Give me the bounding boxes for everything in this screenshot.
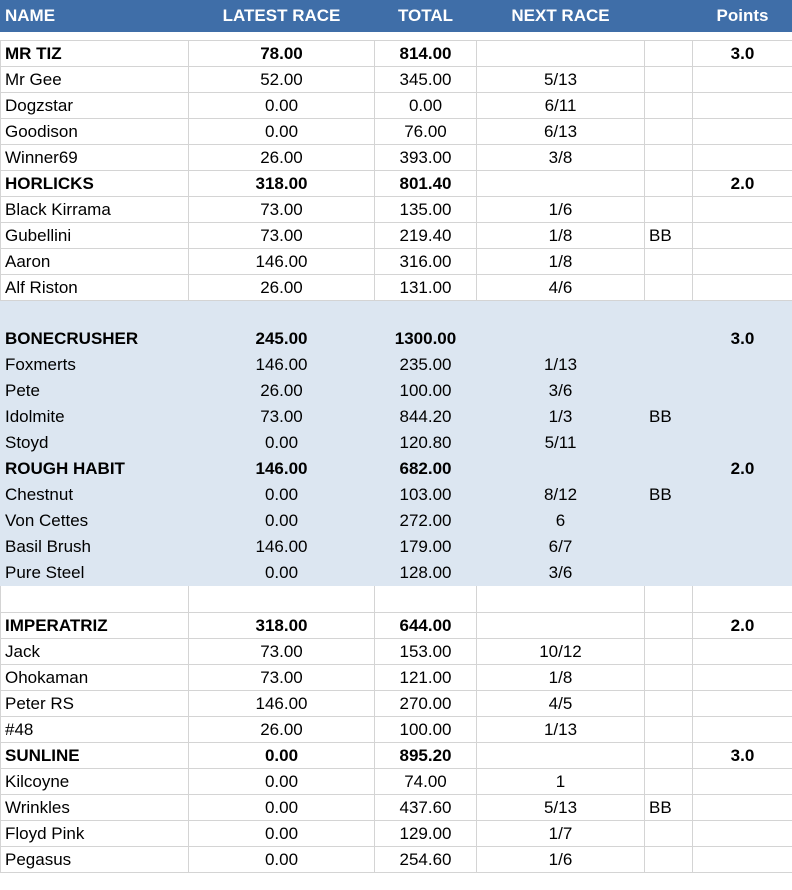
member-name: Kilcoyne — [1, 769, 189, 795]
team-row — [1, 456, 792, 482]
member-points — [693, 249, 792, 275]
member-row — [1, 145, 792, 171]
team-points: 3.0 — [693, 743, 792, 769]
header-latest-race: LATEST RACE — [189, 1, 375, 32]
team-next-race — [477, 456, 645, 482]
member-next-race: 5/13 — [477, 795, 645, 821]
member-next-race: 1/3 — [477, 404, 645, 430]
member-next-race: 10/12 — [477, 639, 645, 665]
member-name: Jack — [1, 639, 189, 665]
member-total: 393.00 — [375, 145, 477, 171]
team-next-race — [477, 171, 645, 197]
member-points — [693, 482, 792, 508]
member-latest-race: 26.00 — [189, 145, 375, 171]
member-next-race: 1/13 — [477, 352, 645, 378]
member-latest-race: 0.00 — [189, 560, 375, 586]
member-row — [1, 508, 792, 534]
member-flag — [645, 352, 693, 378]
member-name: Aaron — [1, 249, 189, 275]
spacer-row — [1, 586, 792, 613]
member-row — [1, 534, 792, 560]
member-row — [1, 223, 792, 249]
member-total: 135.00 — [375, 197, 477, 223]
member-latest-race: 73.00 — [189, 639, 375, 665]
team-flag — [645, 456, 693, 482]
member-points — [693, 795, 792, 821]
member-next-race: 5/11 — [477, 430, 645, 456]
member-latest-race: 146.00 — [189, 691, 375, 717]
member-points — [693, 93, 792, 119]
member-latest-race: 52.00 — [189, 67, 375, 93]
member-name: Floyd Pink — [1, 821, 189, 847]
team-name: ROUGH HABIT — [1, 456, 189, 482]
member-latest-race: 73.00 — [189, 197, 375, 223]
team-flag — [645, 326, 693, 352]
member-row — [1, 119, 792, 145]
member-total: 103.00 — [375, 482, 477, 508]
member-total: 74.00 — [375, 769, 477, 795]
member-row — [1, 665, 792, 691]
member-flag — [645, 847, 693, 873]
member-name: Idolmite — [1, 404, 189, 430]
spacer-cell — [693, 32, 792, 41]
member-next-race: 1/8 — [477, 249, 645, 275]
member-latest-race: 146.00 — [189, 249, 375, 275]
header-flag — [645, 1, 693, 32]
member-total: 129.00 — [375, 821, 477, 847]
member-latest-race: 26.00 — [189, 275, 375, 301]
member-name: Ohokaman — [1, 665, 189, 691]
spacer-cell — [645, 301, 693, 326]
member-name: Stoyd — [1, 430, 189, 456]
member-points — [693, 769, 792, 795]
team-name: HORLICKS — [1, 171, 189, 197]
member-latest-race: 0.00 — [189, 119, 375, 145]
member-points — [693, 821, 792, 847]
member-total: 120.80 — [375, 430, 477, 456]
team-next-race — [477, 743, 645, 769]
member-latest-race: 0.00 — [189, 795, 375, 821]
member-next-race: 6 — [477, 508, 645, 534]
member-next-race: 3/6 — [477, 378, 645, 404]
member-next-race: 3/6 — [477, 560, 645, 586]
member-latest-race: 0.00 — [189, 93, 375, 119]
member-total: 153.00 — [375, 639, 477, 665]
team-total: 682.00 — [375, 456, 477, 482]
member-next-race: 5/13 — [477, 67, 645, 93]
member-points — [693, 404, 792, 430]
member-total: 345.00 — [375, 67, 477, 93]
member-row — [1, 795, 792, 821]
member-name: Dogzstar — [1, 93, 189, 119]
member-latest-race: 0.00 — [189, 430, 375, 456]
member-row — [1, 378, 792, 404]
spacer-cell — [189, 32, 375, 41]
member-next-race: 6/7 — [477, 534, 645, 560]
spacer-cell — [1, 301, 189, 326]
team-name: IMPERATRIZ — [1, 613, 189, 639]
spacer-cell — [645, 586, 693, 613]
member-flag — [645, 534, 693, 560]
team-points: 3.0 — [693, 326, 792, 352]
member-row — [1, 691, 792, 717]
member-row — [1, 93, 792, 119]
member-points — [693, 352, 792, 378]
member-flag — [645, 508, 693, 534]
member-name: Von Cettes — [1, 508, 189, 534]
member-flag — [645, 67, 693, 93]
member-flag — [645, 378, 693, 404]
member-total: 272.00 — [375, 508, 477, 534]
team-next-race — [477, 326, 645, 352]
member-next-race: 1/6 — [477, 197, 645, 223]
team-next-race — [477, 613, 645, 639]
team-flag — [645, 743, 693, 769]
team-total: 801.40 — [375, 171, 477, 197]
member-latest-race: 73.00 — [189, 665, 375, 691]
team-points: 2.0 — [693, 456, 792, 482]
member-flag — [645, 821, 693, 847]
member-latest-race: 0.00 — [189, 482, 375, 508]
member-flag — [645, 145, 693, 171]
member-name: Peter RS — [1, 691, 189, 717]
member-latest-race: 26.00 — [189, 717, 375, 743]
member-latest-race: 73.00 — [189, 404, 375, 430]
member-points — [693, 223, 792, 249]
member-points — [693, 560, 792, 586]
member-points — [693, 197, 792, 223]
member-next-race: 1/6 — [477, 847, 645, 873]
member-name: Black Kirrama — [1, 197, 189, 223]
team-latest-race: 0.00 — [189, 743, 375, 769]
member-row — [1, 821, 792, 847]
member-points — [693, 67, 792, 93]
member-row — [1, 639, 792, 665]
member-latest-race: 73.00 — [189, 223, 375, 249]
member-flag — [645, 197, 693, 223]
member-flag — [645, 249, 693, 275]
team-points: 3.0 — [693, 41, 792, 67]
member-points — [693, 639, 792, 665]
team-row — [1, 613, 792, 639]
member-total: 270.00 — [375, 691, 477, 717]
member-name: Basil Brush — [1, 534, 189, 560]
member-row — [1, 249, 792, 275]
member-next-race: 4/6 — [477, 275, 645, 301]
member-points — [693, 378, 792, 404]
member-points — [693, 534, 792, 560]
team-flag — [645, 41, 693, 67]
member-row — [1, 560, 792, 586]
member-next-race: 1 — [477, 769, 645, 795]
member-row — [1, 352, 792, 378]
spacer-row — [1, 32, 792, 41]
member-total: 844.20 — [375, 404, 477, 430]
team-name: MR TIZ — [1, 41, 189, 67]
member-next-race: 3/8 — [477, 145, 645, 171]
member-latest-race: 146.00 — [189, 352, 375, 378]
member-name: Foxmerts — [1, 352, 189, 378]
member-flag — [645, 639, 693, 665]
member-name: Winner69 — [1, 145, 189, 171]
team-latest-race: 245.00 — [189, 326, 375, 352]
spacer-cell — [375, 586, 477, 613]
team-flag — [645, 171, 693, 197]
member-row — [1, 847, 792, 873]
member-flag — [645, 560, 693, 586]
spacer-cell — [693, 301, 792, 326]
team-row — [1, 743, 792, 769]
member-name: #48 — [1, 717, 189, 743]
member-row — [1, 717, 792, 743]
member-row — [1, 430, 792, 456]
member-points — [693, 665, 792, 691]
member-latest-race: 26.00 — [189, 378, 375, 404]
member-flag: BB — [645, 795, 693, 821]
spacer-cell — [1, 586, 189, 613]
member-total: 179.00 — [375, 534, 477, 560]
member-points — [693, 691, 792, 717]
member-flag: BB — [645, 223, 693, 249]
spacer-cell — [189, 301, 375, 326]
member-next-race: 8/12 — [477, 482, 645, 508]
member-flag — [645, 717, 693, 743]
member-total: 437.60 — [375, 795, 477, 821]
member-flag — [645, 665, 693, 691]
member-latest-race: 0.00 — [189, 508, 375, 534]
spacer-cell — [375, 301, 477, 326]
member-next-race: 4/5 — [477, 691, 645, 717]
member-flag — [645, 93, 693, 119]
member-points — [693, 119, 792, 145]
member-flag: BB — [645, 482, 693, 508]
member-row — [1, 769, 792, 795]
team-latest-race: 146.00 — [189, 456, 375, 482]
member-latest-race: 146.00 — [189, 534, 375, 560]
member-flag — [645, 275, 693, 301]
member-name: Goodison — [1, 119, 189, 145]
member-points — [693, 508, 792, 534]
member-row — [1, 67, 792, 93]
member-next-race: 6/11 — [477, 93, 645, 119]
member-latest-race: 0.00 — [189, 769, 375, 795]
team-row — [1, 326, 792, 352]
team-latest-race: 318.00 — [189, 171, 375, 197]
header-row — [1, 1, 792, 32]
member-next-race: 6/13 — [477, 119, 645, 145]
member-next-race: 1/7 — [477, 821, 645, 847]
spacer-cell — [477, 301, 645, 326]
member-name: Gubellini — [1, 223, 189, 249]
member-flag — [645, 769, 693, 795]
member-row — [1, 482, 792, 508]
team-points: 2.0 — [693, 613, 792, 639]
member-flag: BB — [645, 404, 693, 430]
member-points — [693, 145, 792, 171]
header-next-race: NEXT RACE — [477, 1, 645, 32]
member-latest-race: 0.00 — [189, 847, 375, 873]
team-latest-race: 318.00 — [189, 613, 375, 639]
spacer-cell — [645, 32, 693, 41]
team-total: 814.00 — [375, 41, 477, 67]
member-flag — [645, 430, 693, 456]
team-flag — [645, 613, 693, 639]
spacer-cell — [375, 32, 477, 41]
member-name: Mr Gee — [1, 67, 189, 93]
member-flag — [645, 691, 693, 717]
member-flag — [645, 119, 693, 145]
spacer-cell — [1, 32, 189, 41]
member-name: Pure Steel — [1, 560, 189, 586]
member-next-race: 1/13 — [477, 717, 645, 743]
member-next-race: 1/8 — [477, 665, 645, 691]
member-total: 100.00 — [375, 378, 477, 404]
member-total: 131.00 — [375, 275, 477, 301]
member-total: 254.60 — [375, 847, 477, 873]
header-name: NAME — [1, 1, 189, 32]
member-latest-race: 0.00 — [189, 821, 375, 847]
member-total: 76.00 — [375, 119, 477, 145]
member-name: Pete — [1, 378, 189, 404]
member-total: 235.00 — [375, 352, 477, 378]
member-points — [693, 430, 792, 456]
header-total: TOTAL — [375, 1, 477, 32]
spacer-cell — [477, 32, 645, 41]
member-row — [1, 404, 792, 430]
member-total: 219.40 — [375, 223, 477, 249]
member-total: 0.00 — [375, 93, 477, 119]
spacer-cell — [189, 586, 375, 613]
member-total: 121.00 — [375, 665, 477, 691]
table-body — [1, 32, 792, 873]
team-latest-race: 78.00 — [189, 41, 375, 67]
team-total: 895.20 — [375, 743, 477, 769]
spacer-cell — [477, 586, 645, 613]
member-points — [693, 717, 792, 743]
spacer-row — [1, 301, 792, 326]
team-next-race — [477, 41, 645, 67]
member-points — [693, 847, 792, 873]
team-row — [1, 171, 792, 197]
member-name: Pegasus — [1, 847, 189, 873]
team-row — [1, 41, 792, 67]
header-points: Points — [693, 1, 792, 32]
member-total: 128.00 — [375, 560, 477, 586]
team-name: BONECRUSHER — [1, 326, 189, 352]
member-total: 316.00 — [375, 249, 477, 275]
member-name: Alf Riston — [1, 275, 189, 301]
member-row — [1, 275, 792, 301]
team-name: SUNLINE — [1, 743, 189, 769]
team-total: 1300.00 — [375, 326, 477, 352]
member-name: Wrinkles — [1, 795, 189, 821]
team-total: 644.00 — [375, 613, 477, 639]
member-row — [1, 197, 792, 223]
member-next-race: 1/8 — [477, 223, 645, 249]
member-points — [693, 275, 792, 301]
member-name: Chestnut — [1, 482, 189, 508]
spacer-cell — [693, 586, 792, 613]
member-total: 100.00 — [375, 717, 477, 743]
team-points: 2.0 — [693, 171, 792, 197]
